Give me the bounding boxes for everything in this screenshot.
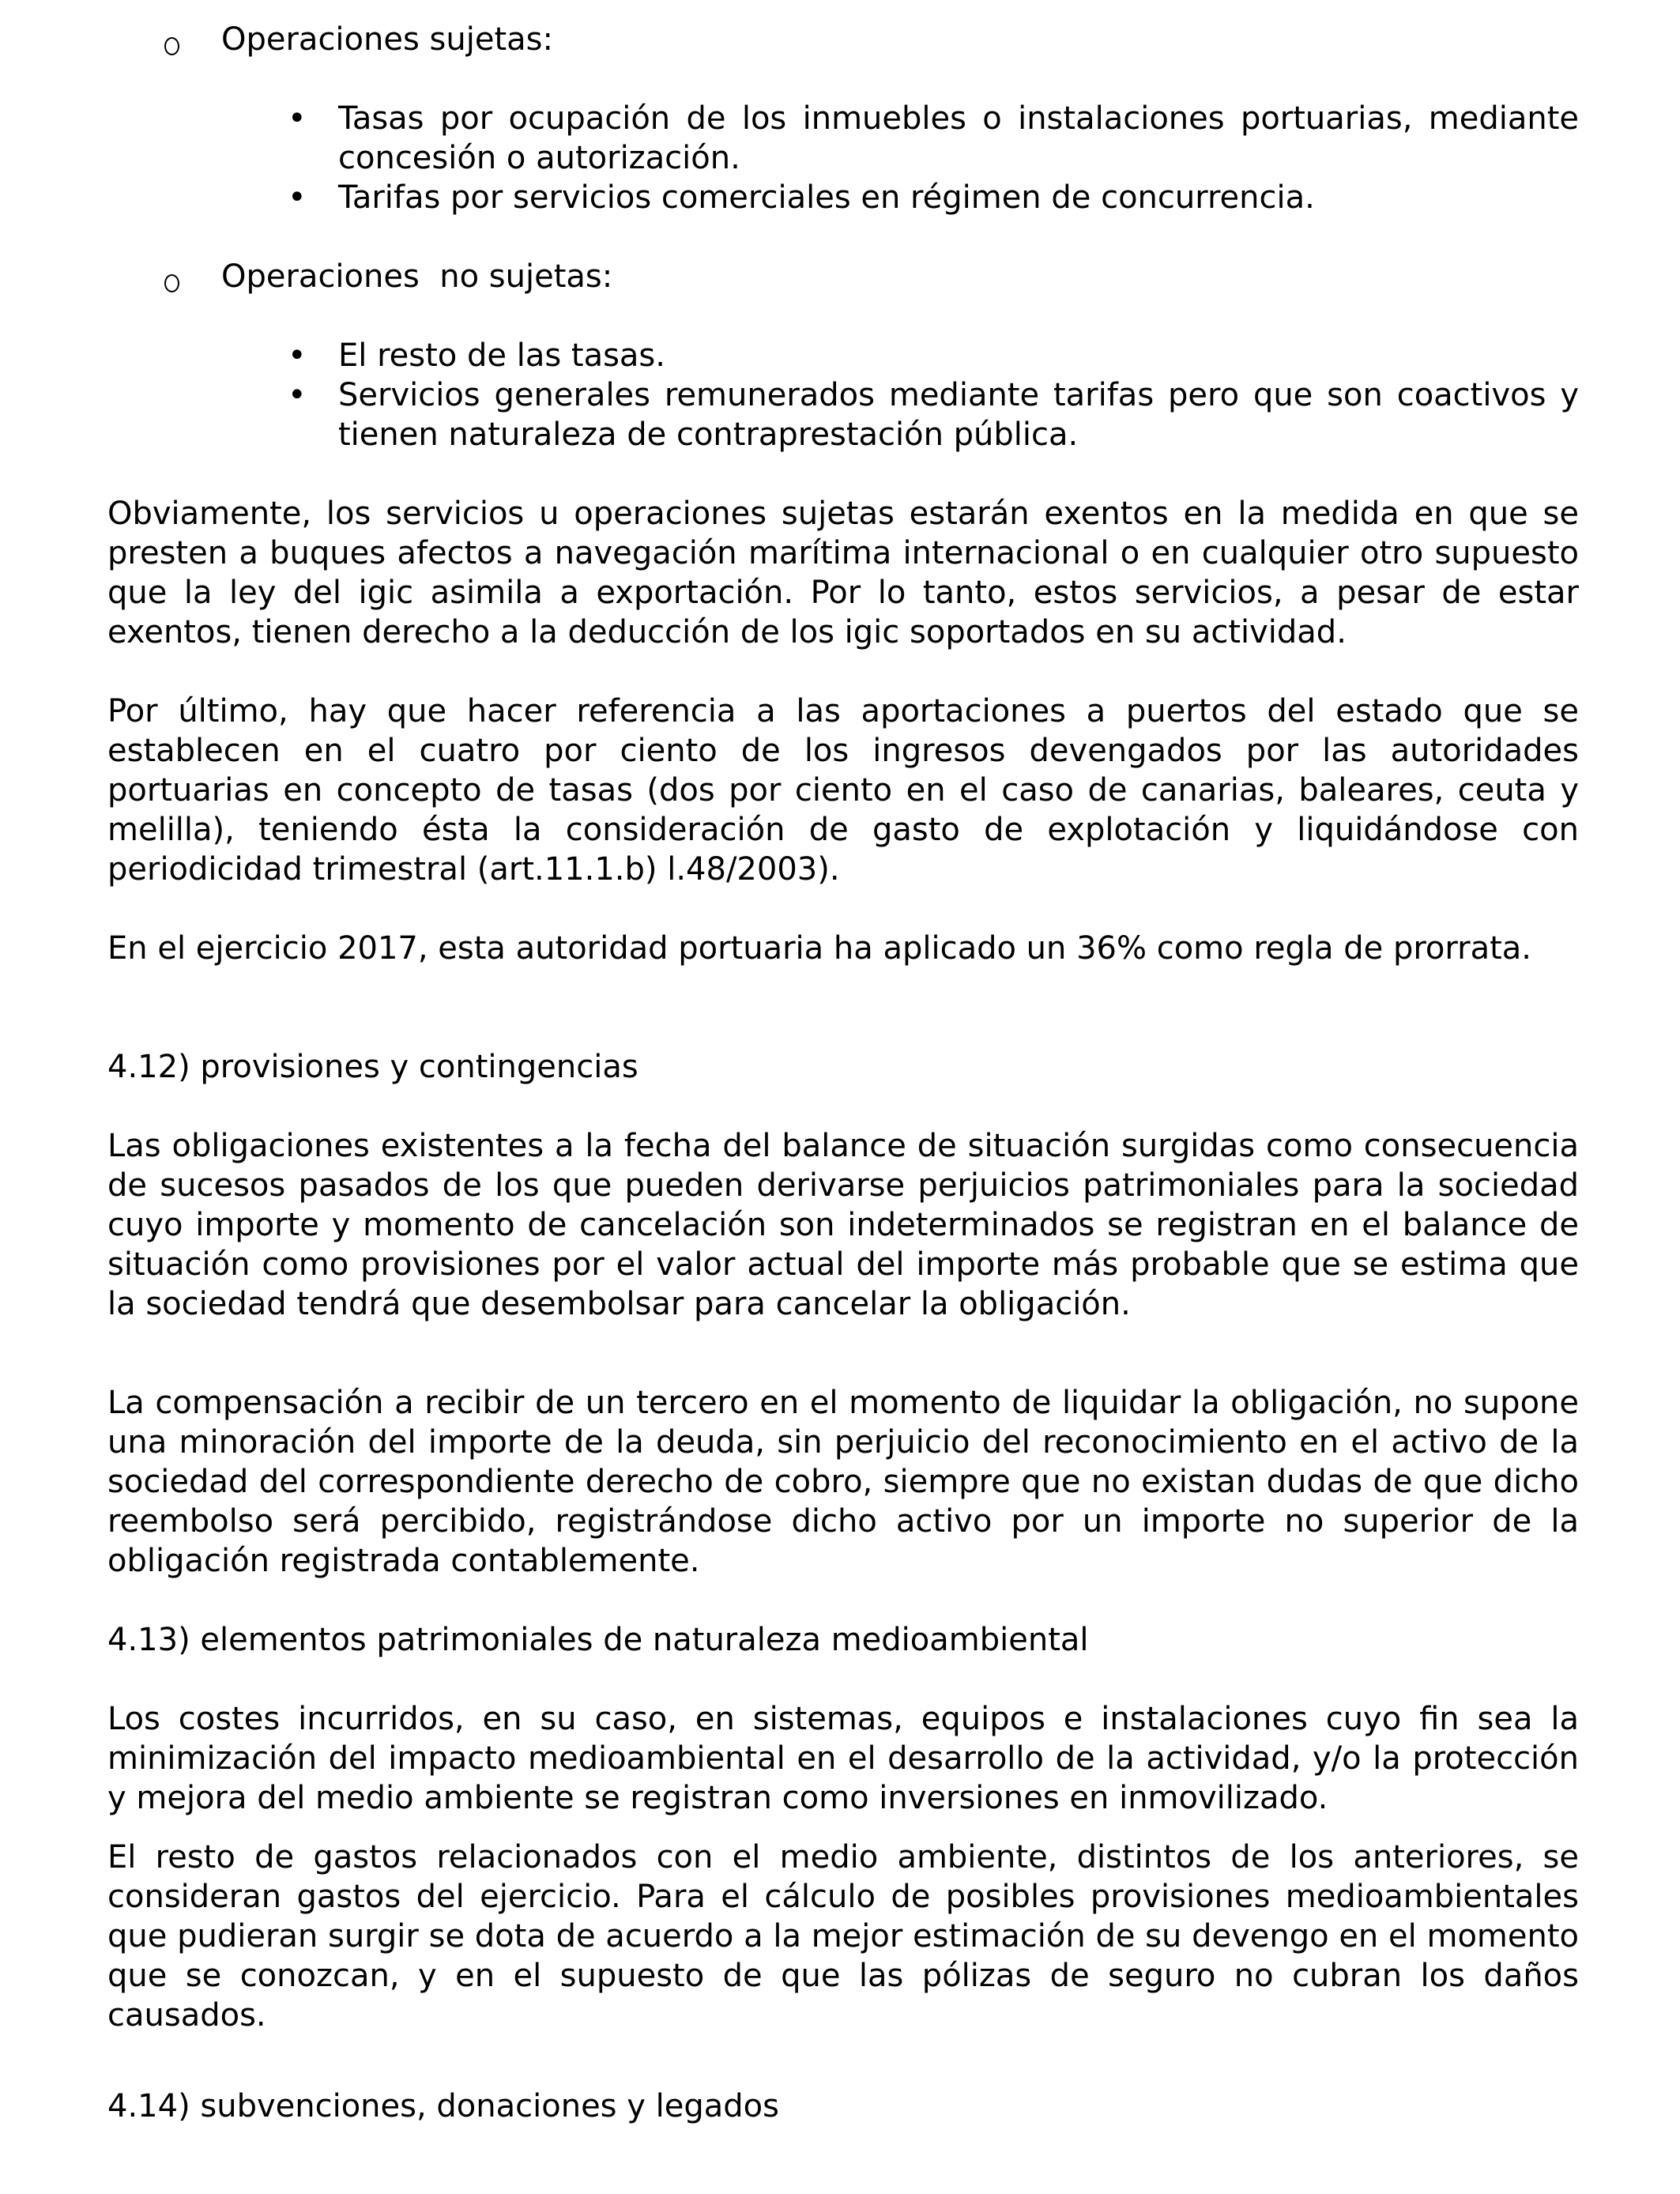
bullet-icon: • <box>288 100 307 137</box>
section-heading-4-12: 4.12) provisiones y contingencias <box>107 1049 638 1085</box>
list-item: • Tasas por ocupación de los inmuebles o instalaciones portuarias, mediante concesión o autorización. <box>288 100 1579 176</box>
section-heading-4-14: 4.14) subvenciones, donaciones y legados <box>107 2088 779 2124</box>
circle-bullet-icon <box>164 37 179 55</box>
paragraph-costes: Los costes incurridos, en su caso, en sistemas, equipos e instalaciones cuyo fin sea la minimización del impacto medioambiental en el desarrollo de la actividad, y/o la protección y mejora del medio ambiente se registran como inversiones en inmovilizado. <box>107 1701 1579 1816</box>
circle-bullet-icon <box>164 274 179 292</box>
list-heading-sujetas: Operaciones sujetas: <box>221 20 553 59</box>
list-item: • El resto de las tasas. <box>288 337 665 374</box>
bullet-icon: • <box>288 377 307 413</box>
paragraph-obviamente: Obviamente, los servicios u operaciones sujetas estarán exentos en la medida en que se presten a buques afectos a navegación marítima internacional o en cualquier otro supuesto que la ley del igic asimila a exportación. Por lo tanto, estos servicios, a pesar de estar exentos, tienen derecho a la deducción de los igic soportados en su actividad. <box>107 496 1579 650</box>
paragraph-por-ultimo: Por último, hay que hacer referencia a las aportaciones a puertos del estado que se establecen en el cuatro por ciento de los ingresos devengados por las autoridades portuarias en concepto de tasas (dos por ciento en el caso de canarias, baleares, ceuta y melilla), teniendo ésta la consideración de gasto de explotación y liquidándose con periodicidad trimestral (art.11.1.b) l.48/2003). <box>107 693 1579 888</box>
section-heading-4-13: 4.13) elementos patrimoniales de naturaleza medioambiental <box>107 1622 1089 1658</box>
list-heading-no-sujetas: Operaciones no sujetas: <box>221 257 612 296</box>
paragraph-ejercicio: En el ejercicio 2017, esta autoridad portuaria ha aplicado un 36% como regla de prorrata. <box>107 930 1531 967</box>
bullet-icon: • <box>288 337 307 374</box>
paragraph-obligaciones: Las obligaciones existentes a la fecha del balance de situación surgidas como consecuencia de sucesos pasados de los que pueden derivarse perjuicios patrimoniales para la sociedad cuyo importe y momento de cancelación son indeterminados se registran en el balance de situación como provisiones por el valor actual del importe más probable que se estima que la sociedad tendrá que desembolsar para cancelar la obligación. <box>107 1128 1579 1322</box>
paragraph-resto-gastos: El resto de gastos relacionados con el medio ambiente, distintos de los anteriores, se consideran gastos del ejercicio. Para el cálculo de posibles provisiones medioambientales que pudieran surgir se dota de acuerdo a la mejor estimación de su devengo en el momento que se conozcan, y en el supuesto de que las pólizas de seguro no cubran los daños causados. <box>107 1839 1579 2034</box>
list-item: • Servicios generales remunerados mediante tarifas pero que son coactivos y tienen naturaleza de contraprestación pública. <box>288 377 1579 453</box>
paragraph-compensacion: La compensación a recibir de un tercero en el momento de liquidar la obligación, no supone una minoración del importe de la deuda, sin perjuicio del reconocimiento en el activo de la sociedad del correspondiente derecho de cobro, siempre que no existan dudas de que dicho reembolso será percibido, registrándose dicho activo por un importe no superior de la obligación registrada contablemente. <box>107 1385 1579 1579</box>
bullet-icon: • <box>288 179 307 216</box>
list-item: • Tarifas por servicios comerciales en régimen de concurrencia. <box>288 179 1315 216</box>
